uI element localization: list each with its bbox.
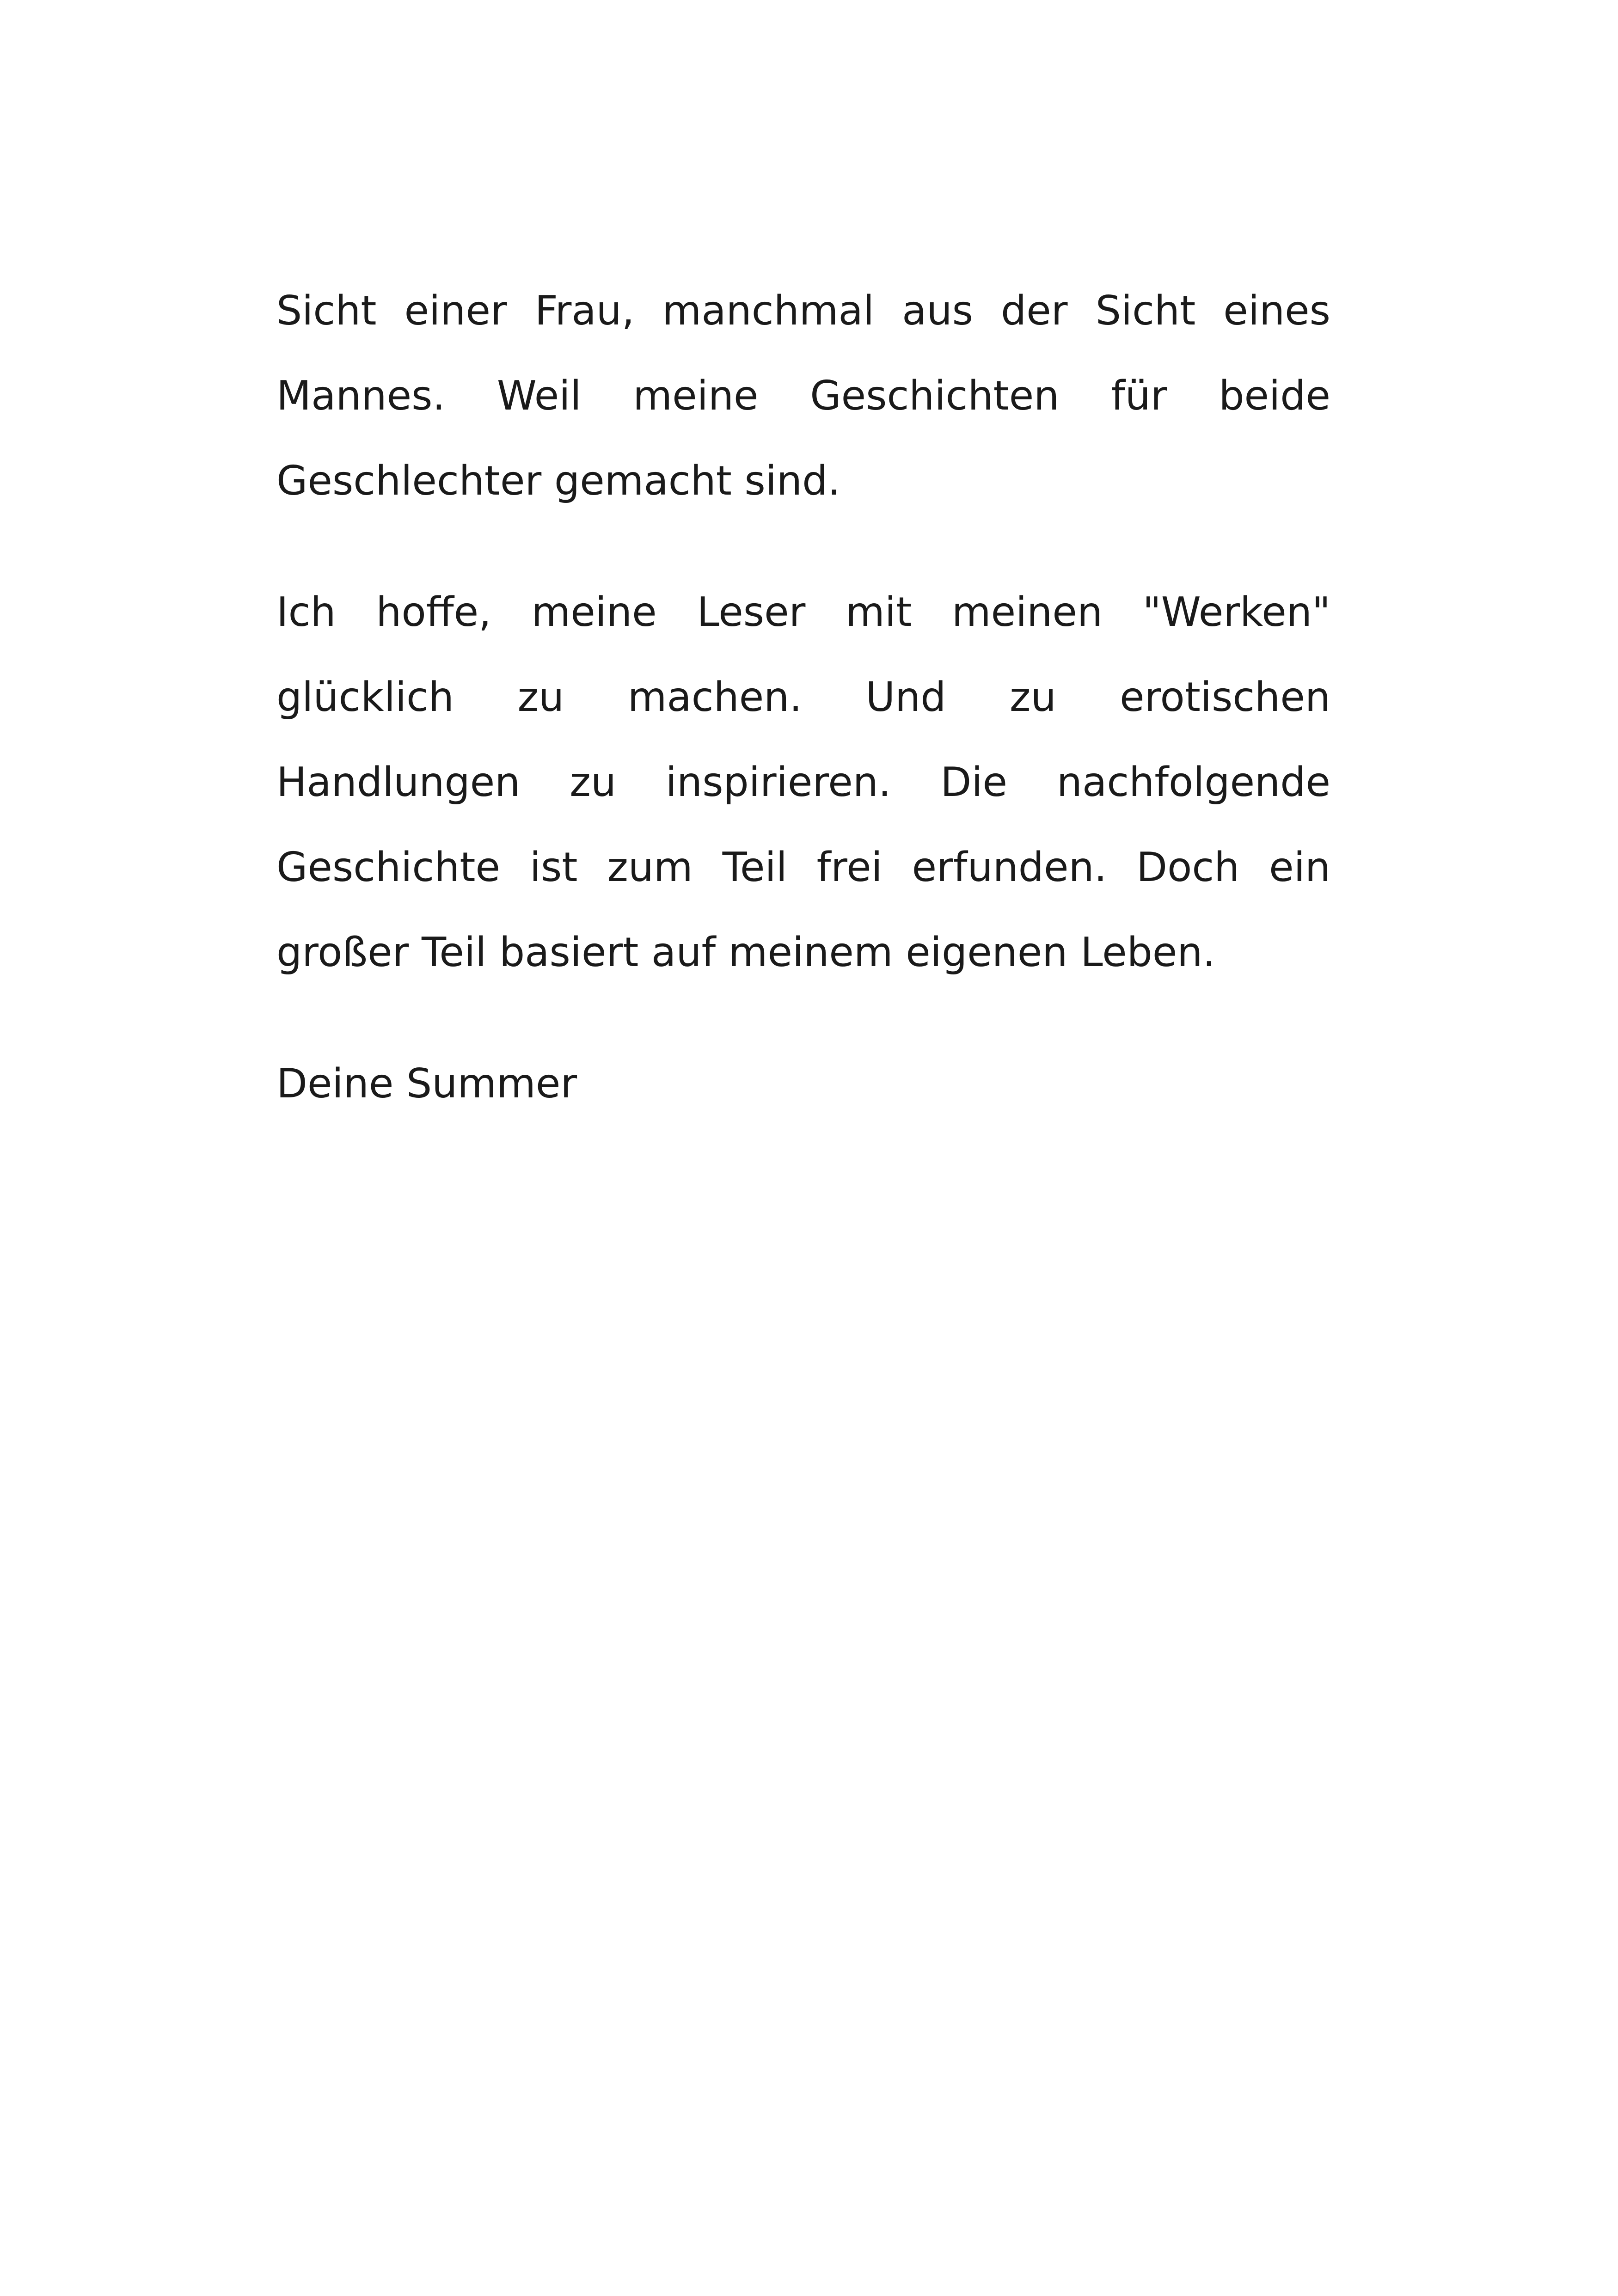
paragraph-1 xyxy=(276,268,1330,523)
text-line: Handlungen zu inspirieren. Die nachfolgende xyxy=(276,759,1330,806)
text-line: Ich hoffe, meine Leser mit meinen "Werken" xyxy=(276,588,1330,636)
signature: Deine Summer xyxy=(276,1060,577,1107)
text-line: Geschlechter gemacht sind. xyxy=(276,457,841,504)
text-line: Sicht einer Frau, manchmal aus der Sicht eines xyxy=(276,287,1330,334)
text-line: großer Teil basiert auf meinem eigenen Leben. xyxy=(276,929,1216,976)
text-line: glücklich zu machen. Und zu erotischen xyxy=(276,673,1330,721)
text-line: Mannes. Weil meine Geschichten für beide xyxy=(276,372,1330,419)
text-line: Geschichte ist zum Teil frei erfunden. Doch ein xyxy=(276,844,1330,891)
body-text xyxy=(276,268,1330,1126)
paragraph-2 xyxy=(276,569,1330,995)
